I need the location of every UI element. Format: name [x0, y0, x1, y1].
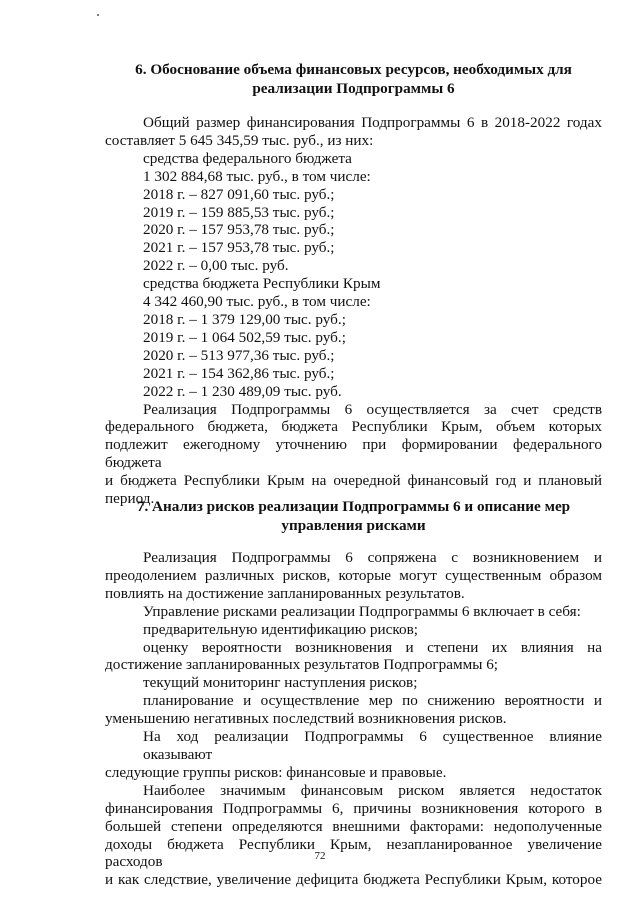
section-6-line: 2021 г. – 157 953,78 тыс. руб.;	[143, 239, 335, 257]
section-6-line: средства бюджета Республики Крым	[143, 275, 381, 293]
section-7-line: предварительную идентификацию рисков;	[143, 620, 418, 638]
section-6-line: 2022 г. – 0,00 тыс. руб.	[143, 257, 289, 275]
section-7-line: следующие группы рисков: финансовые и правовые.	[105, 763, 447, 781]
page-number: 72	[314, 850, 326, 862]
section-6-body	[105, 114, 602, 508]
section-6-line: период.	[105, 490, 155, 508]
section-7-heading	[105, 498, 602, 535]
section-6-line: средства федерального бюджета	[143, 149, 352, 167]
section-7-line: преодолением различных рисков, которые могут существенным образом	[105, 566, 602, 584]
section-6-line: 2020 г. – 157 953,78 тыс. руб.;	[143, 221, 335, 239]
section-7-line: достижение запланированных результатов Подпрограммы 6;	[105, 656, 499, 674]
section-7-line: Реализация Подпрограммы 6 сопряжена с возникновением и	[143, 549, 602, 566]
section-7-line: Управление рисками реализации Подпрограммы 6 включает в себя:	[143, 602, 581, 620]
section-7-heading-line-1: 7. Анализ рисков реализации Подпрограммы 6 и описание мер	[136, 498, 571, 515]
section-6-line: 2021 г. – 154 362,86 тыс. руб.;	[143, 364, 335, 382]
section-7-line: повлиять на достижение запланированных результатов.	[105, 584, 465, 602]
section-6-heading-line-1: 6. Обоснование объема финансовых ресурсов, необходимых для	[135, 61, 572, 78]
section-7-line: планирование и осуществление мер по снижению вероятности и	[143, 692, 602, 710]
section-7-heading-line-2: управления рисками	[281, 516, 426, 534]
section-6-line: 4 342 460,90 тыс. руб., в том числе:	[143, 293, 371, 311]
section-7-line: оценку вероятности возникновения и степени их влияния на	[143, 638, 602, 656]
section-6-line: подлежит ежегодному уточнению при формировании федерального бюджета	[105, 436, 602, 472]
section-6-line: 2022 г. – 1 230 489,09 тыс. руб.	[143, 382, 342, 400]
section-6-line: составляет 5 645 345,59 тыс. руб., из них:	[105, 131, 374, 149]
section-6-line: 2019 г. – 159 885,53 тыс. руб.;	[143, 203, 335, 221]
section-7-line: большей степени определяются внешними факторами: недополученные	[105, 817, 602, 835]
section-7-line: и как следствие, увеличение дефицита бюджета Республики Крым, которое	[105, 871, 602, 889]
section-6-heading	[105, 61, 602, 98]
section-6-line: федерального бюджета, бюджета Республики Крым, объем которых	[105, 418, 602, 436]
section-6-heading-line-2: реализации Подпрограммы 6	[252, 79, 455, 97]
section-7-line: текущий мониторинг наступления рисков;	[143, 674, 418, 692]
section-7-line: финансирования Подпрограммы 6, причины возникновения которого в	[105, 799, 602, 817]
section-6-line: Реализация Подпрограммы 6 осуществляется за счет средств	[143, 400, 602, 418]
section-6-line: 2018 г. – 1 379 129,00 тыс. руб.;	[143, 310, 346, 328]
section-6-line: и бюджета Республики Крым на очередной финансовый год и плановый	[105, 472, 602, 490]
section-6-line: Общий размер финансирования Подпрограммы 6 в 2018-2022 годах	[143, 114, 602, 131]
scan-speck	[97, 14, 99, 16]
section-6-line: 2019 г. – 1 064 502,59 тыс. руб.;	[143, 328, 346, 346]
section-7-line: доходы бюджета Республики Крым, незапланированное увеличение расходов	[105, 835, 602, 871]
section-6-line: 1 302 884,68 тыс. руб., в том числе:	[143, 167, 371, 185]
section-7-line: На ход реализации Подпрограммы 6 существенное влияние оказывают	[143, 728, 602, 763]
section-7-body	[105, 549, 602, 889]
section-7-line: уменьшению негативных последствий возникновения рисков.	[105, 710, 507, 728]
section-6-line: 2018 г. – 827 091,60 тыс. руб.;	[143, 185, 335, 203]
section-7-line: Наиболее значимым финансовым риском является недостаток	[143, 781, 602, 799]
section-6-line: 2020 г. – 513 977,36 тыс. руб.;	[143, 346, 335, 364]
